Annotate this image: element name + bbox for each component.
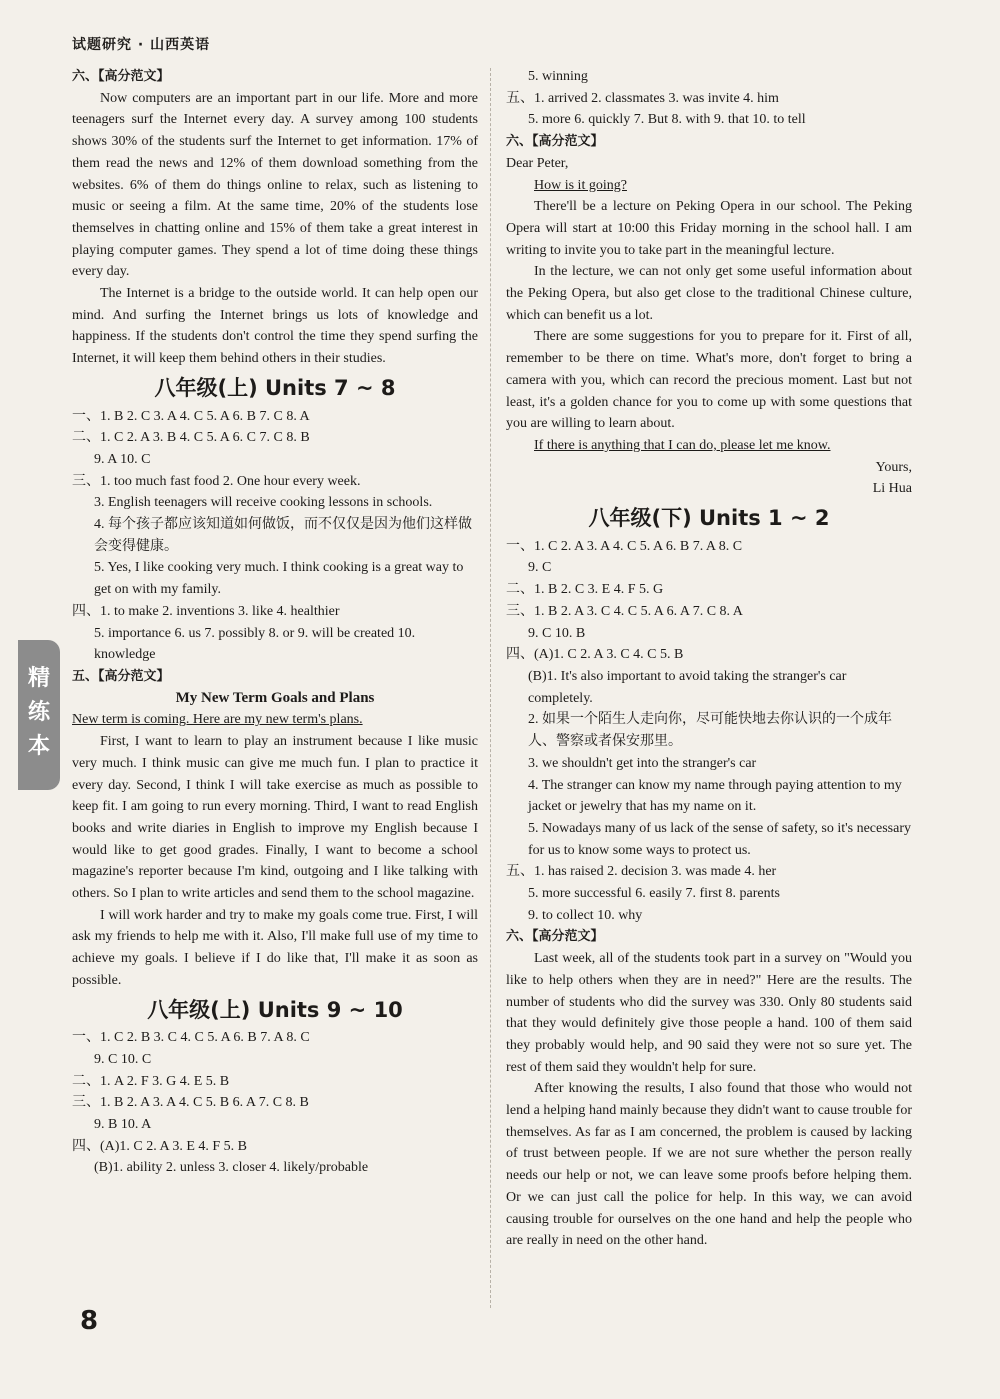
essay-opening: New term is coming. Here are my new term's plans. bbox=[72, 712, 363, 728]
letter-paragraph: There'll be a lecture on Peking Opera in our school. The Peking Opera will start at 10:00 this Friday morning in the school hall. I am writing to invite you to take part in the meaningful lecture. bbox=[506, 199, 912, 258]
answer-line: 9. C 10. B bbox=[528, 625, 586, 641]
answer-line: 二、1. A 2. F 3. G 4. E 5. B bbox=[72, 1073, 230, 1089]
answer-line: 3. English teenagers will receive cooking lessons in schools. bbox=[94, 495, 433, 511]
essay-paragraph: I will work harder and try to make my goals come true. First, I will ask my friends to help me with it. Also, I'll make full use of my time to achieve my goals. I believe if I do like that, I'll make it as soon as possible. bbox=[72, 907, 478, 988]
essay-paragraph: First, I want to learn to play an instrument because I like music very much. I think music can give me much fun. I plan to practice it every day. Second, I think I will take exercise as much as possible to keep fit. I am going to run every morning. Third, I want to read English books and write diaries in English to improve my English because I would like to get good grades. Finally, I want to become a school magazine's reporter because I'm kind, outgoing and I like talking with others. So I plan to write articles and send them to the school magazine. bbox=[72, 734, 478, 902]
answer-line: 二、1. C 2. A 3. B 4. C 5. A 6. C 7. C 8. B bbox=[72, 430, 310, 446]
unit-title: 八年级(上) Units 7 ~ 8 bbox=[154, 375, 396, 400]
answer-line: 三、1. B 2. A 3. C 4. C 5. A 6. A 7. C 8. A bbox=[506, 603, 743, 619]
answer-line: 五、1. has raised 2. decision 3. was made 4. her bbox=[506, 864, 777, 880]
page-header: 试题研究 · 山西英语 bbox=[72, 37, 211, 53]
essay-title: My New Term Goals and Plans bbox=[175, 689, 375, 706]
answer-line: 5. Yes, I like cooking very much. I think cooking is a great way to get on with my family. bbox=[94, 560, 464, 598]
side-tab bbox=[18, 640, 60, 790]
answer-line: 二、1. B 2. C 3. E 4. F 5. G bbox=[506, 582, 664, 598]
section-label: 六、【高分范文】 bbox=[506, 929, 604, 945]
letter-signature: Li Hua bbox=[872, 481, 912, 497]
answer-line: 9. B 10. A bbox=[94, 1117, 152, 1133]
essay-paragraph: Last week, all of the students took part in a survey on "Would you like to help others when they are in need?" Here are the results. The number of students who did the survey was 330. Only 80 students said that they would definitely give those people a hand. 100 of them said they probably would help, and 90 said they were not so sure yet. The rest of them said they wouldn't help for sure. bbox=[506, 951, 912, 1075]
answer-line: 5. winning bbox=[528, 69, 588, 84]
letter-paragraph: There are some suggestions for you to prepare for it. First of all, remember to be there on time. What's more, don't forget to bring a camera with you, which can record the precious moment. Last but not least, it's a golden chance for you to come up with some questions that you are willing to learn about. bbox=[506, 329, 912, 432]
letter-greeting: Dear Peter, bbox=[506, 155, 569, 171]
answer-line: 9. C bbox=[528, 560, 552, 576]
right-column bbox=[506, 66, 912, 1252]
answer-line: 5. more 6. quickly 7. But 8. with 9. that 10. to tell bbox=[528, 112, 806, 128]
letter-paragraph: In the lecture, we can not only get some useful information about the Peking Opera, but also get close to the traditional Chinese culture, which can benefit us a lot. bbox=[506, 264, 912, 323]
answer-line: 四、(A)1. C 2. A 3. C 4. C 5. B bbox=[506, 647, 684, 663]
answer-line: 5. Nowadays many of us lack of the sense of safety, so it's necessary for us to know some ways to protect us. bbox=[528, 820, 912, 858]
letter-opening: How is it going? bbox=[534, 177, 627, 193]
essay-paragraph: After knowing the results, I also found that those who would not lend a helping hand mainly because they didn't want to cause trouble for themselves. As far as I am concerned, the problem is caused by lacking of trust between people. If we are not sure whether the person really needs our help or not, we can leave some proofs before helping them. Or we can just call the police for help. In this way, we can avoid causing trouble for ourselves on the one hand and help the people who are really in need on the other hand. bbox=[506, 1081, 912, 1249]
essay-paragraph: Now computers are an important part in our life. More and more teenagers surf the Internet every day. A survey among 100 students shows 30% of the students surf the Internet to get information. 17% of them read the news and 12% of them download something from the websites. 6% of them do things online to relax, such as listening to music or seeing a film. At the same time, 20% of the students lose themselves in chatting online and 15% of them take a great interest in playing computer games. They spend a lot of time doing these things every day. bbox=[72, 90, 478, 280]
answer-line: 9. A 10. C bbox=[94, 451, 151, 467]
answer-line: 9. C 10. C bbox=[94, 1051, 152, 1067]
answer-line: 4. 每个孩子都应该知道如何做饭，而不仅仅是因为他们这样做会变得健康。 bbox=[94, 517, 472, 554]
answer-line: 三、1. B 2. A 3. A 4. C 5. B 6. A 7. C 8. B bbox=[72, 1095, 309, 1111]
answer-line: 5. importance 6. us 7. possibly 8. or 9. will be created 10. knowledge bbox=[94, 625, 416, 663]
answer-line: (B)1. It's also important to avoid taking the stranger's car completely. bbox=[528, 668, 847, 706]
answer-line: 五、1. arrived 2. classmates 3. was invite 4. him bbox=[506, 90, 779, 106]
answer-line: 四、1. to make 2. inventions 3. like 4. healthier bbox=[72, 603, 340, 619]
answer-line: 5. more successful 6. easily 7. first 8. parents bbox=[528, 886, 780, 902]
unit-title: 八年级(下) Units 1 ~ 2 bbox=[588, 506, 830, 531]
section-label: 五、【高分范文】 bbox=[72, 668, 170, 684]
answer-line: 四、(A)1. C 2. A 3. E 4. F 5. B bbox=[72, 1138, 248, 1154]
section-label: 六、【高分范文】 bbox=[506, 134, 604, 150]
section-label: 六、【高分范文】 bbox=[72, 69, 170, 84]
answer-line: 4. The stranger can know my name through paying attention to my jacket or jewelry that has my name on it. bbox=[528, 777, 902, 815]
essay-paragraph: The Internet is a bridge to the outside world. It can help open our mind. And surfing the Internet brings us lots of knowledge and happiness. If the students don't control the time they spend surfing the Internet, it will keep them behind others in their studies. bbox=[72, 286, 478, 367]
answer-line: 9. to collect 10. why bbox=[528, 907, 643, 923]
column-divider bbox=[490, 68, 491, 1308]
left-column bbox=[72, 66, 478, 1179]
letter-closing-line: If there is anything that I can do, please let me know. bbox=[534, 437, 831, 453]
answer-line: 3. we shouldn't get into the stranger's car bbox=[528, 755, 757, 771]
answer-line: 三、1. too much fast food 2. One hour every week. bbox=[72, 473, 361, 489]
answer-line: 一、1. C 2. A 3. A 4. C 5. A 6. B 7. A 8. C bbox=[506, 538, 743, 554]
unit-title: 八年级(上) Units 9 ~ 10 bbox=[147, 997, 403, 1022]
answer-line: 2. 如果一个陌生人走向你，尽可能快地去你认识的一个成年人、警察或者保安那里。 bbox=[528, 712, 892, 750]
side-tab-label: 精练本 bbox=[27, 666, 50, 759]
answer-line: 一、1. C 2. B 3. C 4. C 5. A 6. B 7. A 8. C bbox=[72, 1030, 310, 1046]
letter-close: Yours, bbox=[875, 459, 912, 475]
answer-line: (B)1. ability 2. unless 3. closer 4. likely/probable bbox=[94, 1160, 369, 1176]
answer-line: 一、1. B 2. C 3. A 4. C 5. A 6. B 7. C 8. A bbox=[72, 408, 310, 424]
page-number: 8 bbox=[80, 1306, 99, 1336]
